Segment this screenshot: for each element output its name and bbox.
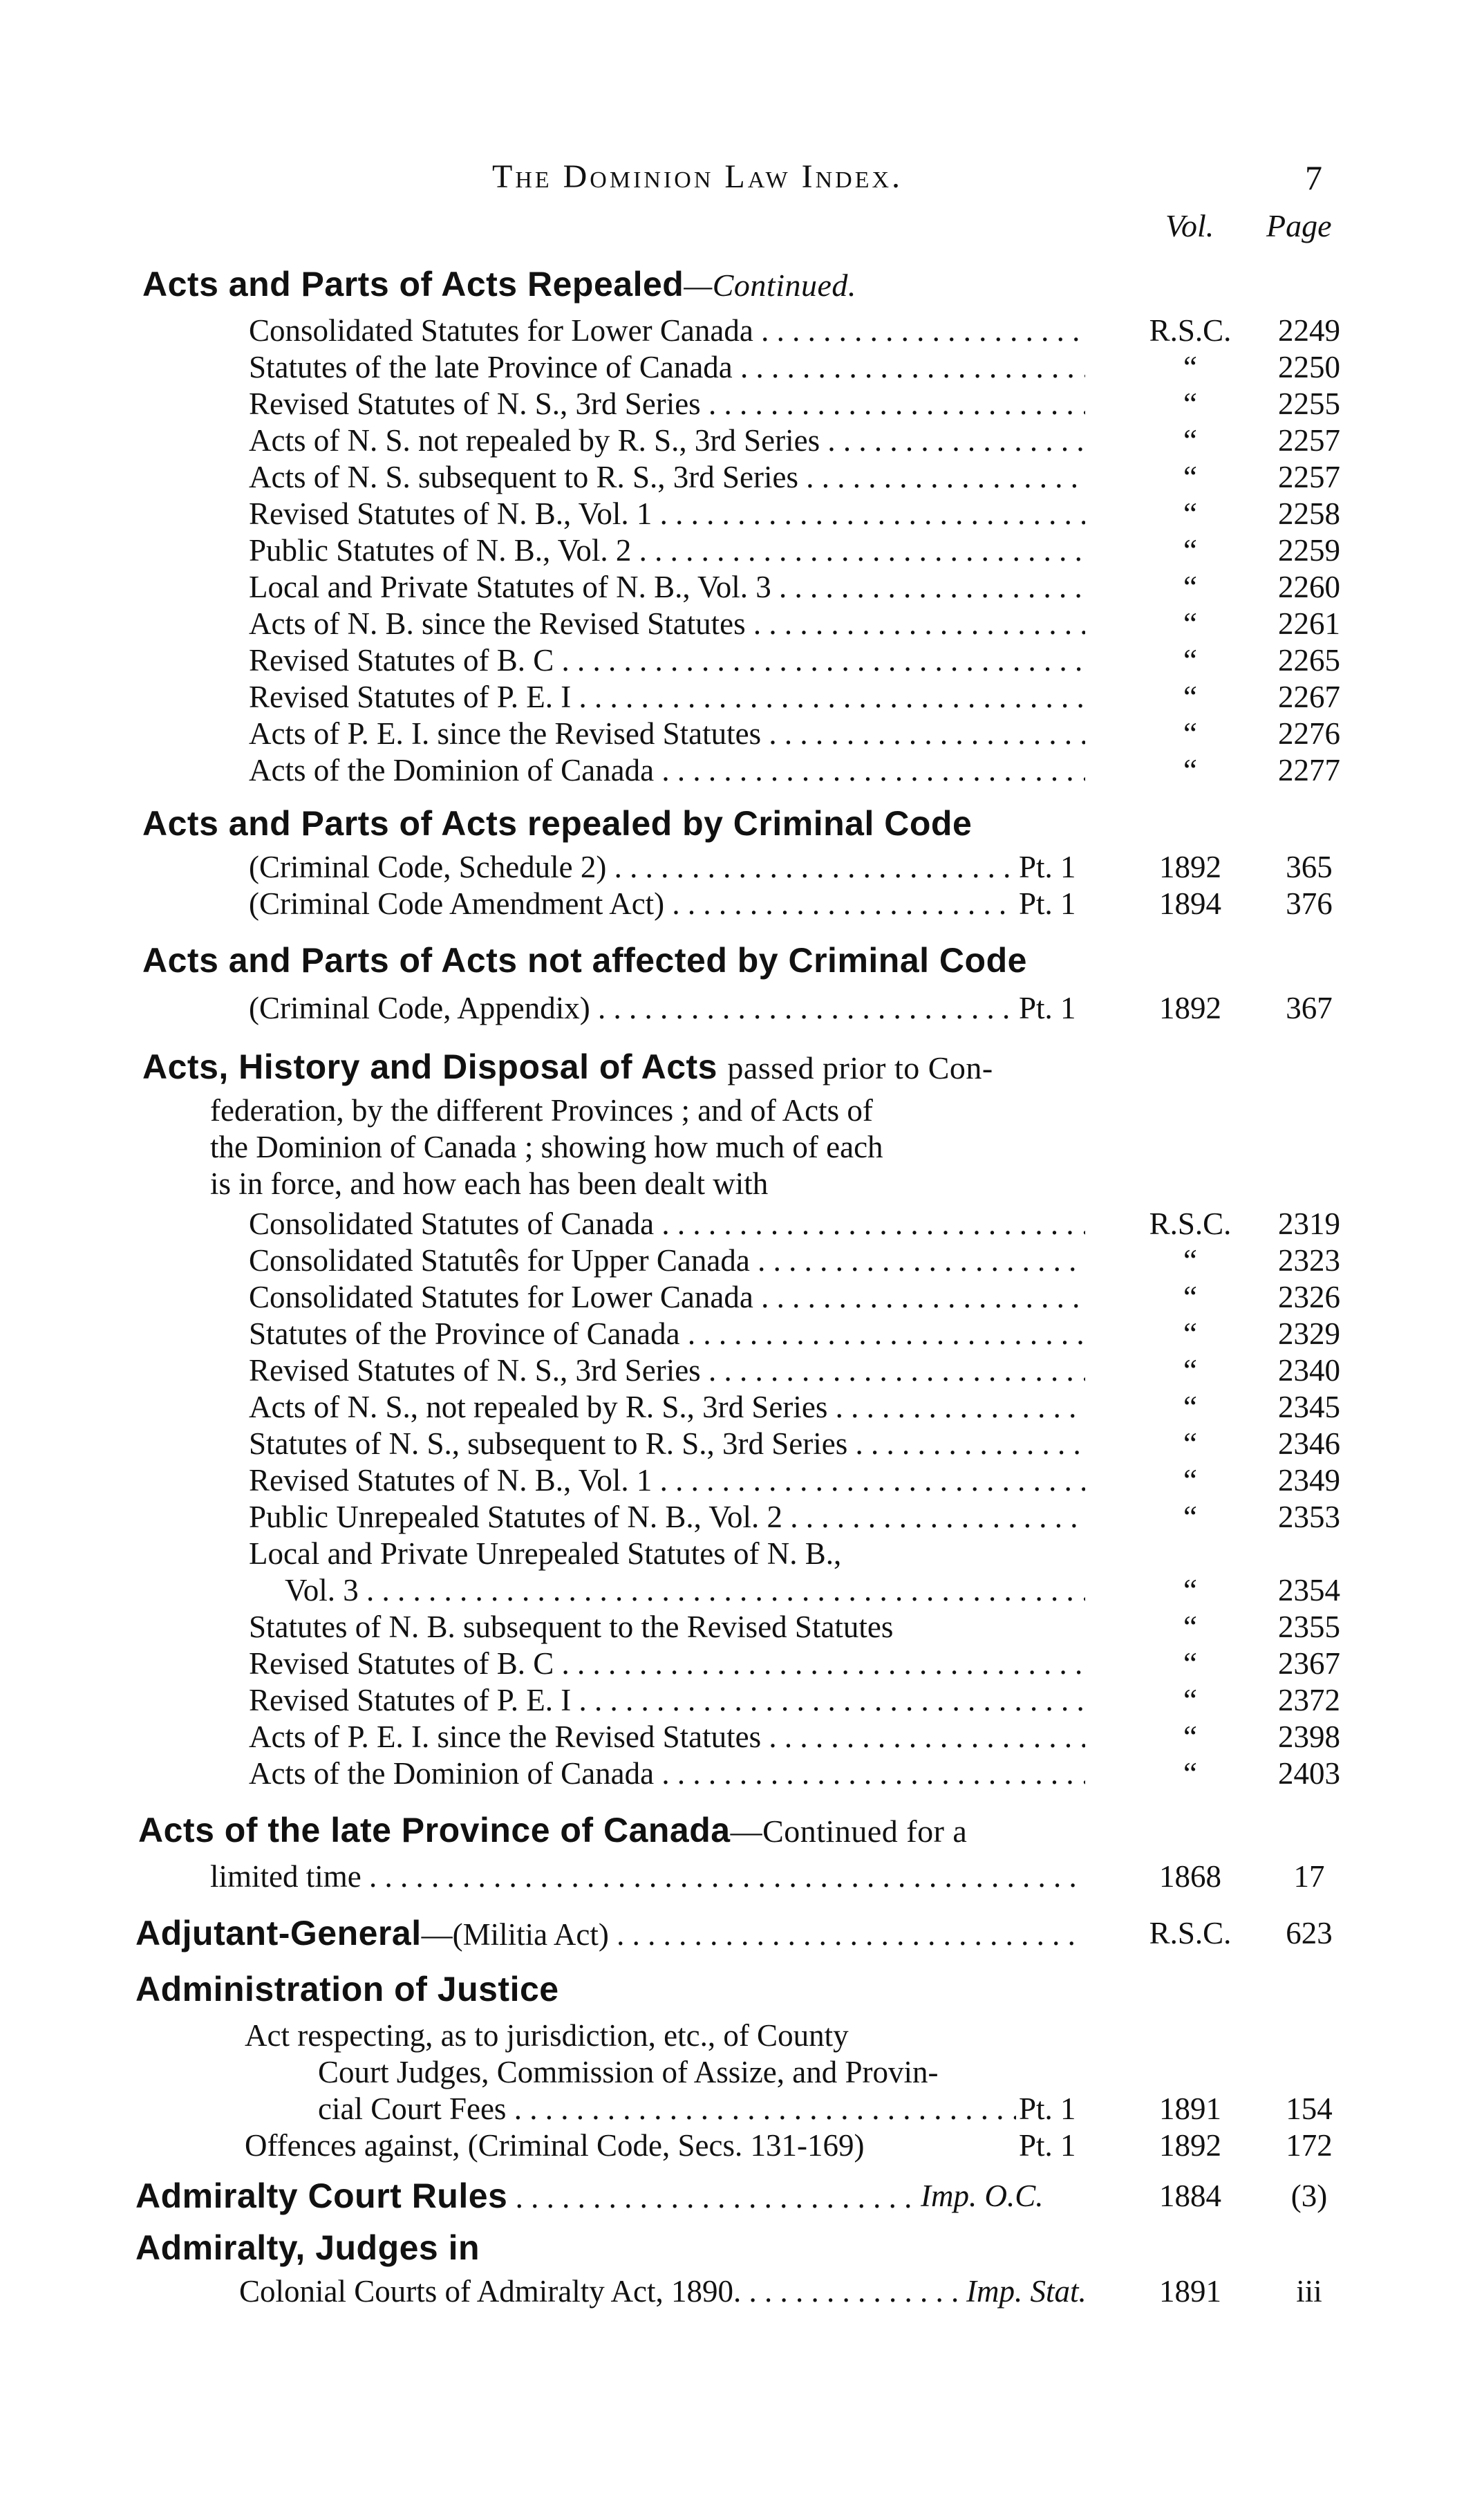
entry-page: 154 (1286, 2091, 1333, 2126)
entry-vol: “ (1183, 680, 1197, 714)
entry-text: Revised Statutes of P. E. I . . . (249, 1682, 1085, 1719)
entry-vol: “ (1183, 1500, 1197, 1534)
entry-part: Pt. 1 (1019, 991, 1076, 1025)
entry-page: 2250 (1278, 350, 1340, 384)
entry-vol: “ (1183, 1719, 1197, 1754)
entry-text: limited time . . . (210, 1858, 1085, 1895)
entry-vol: “ (1183, 1243, 1197, 1278)
entry-page: 2326 (1278, 1280, 1340, 1314)
entry-text-line: Court Judges, Commission of Assize, and Provin- (318, 2055, 939, 2089)
entry-text: Consolidated Statutes of Canada . . . (249, 1206, 1085, 1242)
entry-text: Acts of N. S. not repealed by R. S., 3rd Series . . . (249, 422, 1085, 459)
entry-page: 2346 (1278, 1426, 1340, 1461)
entry-page: 2354 (1278, 1573, 1340, 1607)
continued-label: —Continued. (684, 268, 856, 303)
heading-text: Acts and Parts of Acts repealed by Criminal Code (142, 804, 973, 843)
entry-vol: “ (1183, 496, 1197, 531)
entry-page: 2329 (1278, 1316, 1340, 1351)
entry-text: Local and Private Statutes of N. B., Vol. 3 . . . (249, 569, 1085, 606)
entry-text: Statutes of the Province of Canada . . . (249, 1316, 1085, 1352)
heading-text: Adjutant-General (135, 1915, 422, 1952)
entry-page: 2323 (1278, 1243, 1340, 1278)
entry-page: 367 (1286, 991, 1333, 1025)
entry-vol: “ (1183, 1756, 1197, 1791)
entry-vol: “ (1183, 1353, 1197, 1388)
entry-text: Acts of the Dominion of Canada . . . (249, 1755, 1085, 1792)
entry-text: Revised Statutes of N. S., 3rd Series . . . (249, 1352, 1085, 1389)
entry-vol: 1868 (1159, 1859, 1221, 1894)
entry-vol: “ (1183, 1390, 1197, 1424)
entry-text (135, 2178, 912, 2216)
heading-text: Acts and Parts of Acts Repealed (142, 265, 684, 304)
entry-page: 2398 (1278, 1719, 1340, 1754)
entry-vol: 1892 (1159, 991, 1221, 1025)
entry-vol: 1894 (1159, 886, 1221, 921)
entry-page: 2249 (1278, 313, 1340, 348)
description-line: federation, by the different Provinces ; and of Acts of (210, 1093, 873, 1128)
entry-text: Revised Statutes of N. B., Vol. 1 . . . (249, 496, 1085, 532)
entry-text: Public Statutes of N. B., Vol. 2 . . . (249, 532, 1085, 569)
entry-part: Pt. 1 (1019, 2128, 1076, 2163)
heading-text: Admiralty, Judges in (135, 2228, 480, 2267)
section-heading (142, 940, 1027, 980)
heading-description: passed prior to Con- (727, 1050, 993, 1085)
entry-text: (Criminal Code, Appendix) . . . (249, 990, 1016, 1027)
entry-vol: “ (1183, 1426, 1197, 1461)
entry-page: 2255 (1278, 386, 1340, 421)
entry-page: 2261 (1278, 606, 1340, 641)
section-heading (142, 1047, 993, 1087)
entry-page: 2345 (1278, 1390, 1340, 1424)
entry-text: Revised Statutes of B. C . . . (249, 642, 1085, 679)
section-heading (142, 803, 972, 843)
entry-page: 2277 (1278, 753, 1340, 787)
entry-text: Consolidated Statutes for Lower Canada . . . (249, 1279, 1085, 1316)
entry-vol: 1892 (1159, 850, 1221, 884)
page-number: 7 (1305, 158, 1322, 197)
entry-vol: 1891 (1159, 2091, 1221, 2126)
entry-vol: “ (1183, 1683, 1197, 1717)
entry-vol: 1891 (1159, 2274, 1221, 2309)
entry-text: Offences against, (Criminal Code, Secs. 131-169) (245, 2128, 865, 2163)
entry-vol: “ (1183, 1316, 1197, 1351)
entry-vol: “ (1183, 350, 1197, 384)
description-line: is in force, and how each has been dealt with (210, 1166, 769, 1201)
entry-page: 17 (1293, 1859, 1325, 1894)
section-heading (142, 264, 856, 304)
entry-text: Acts of P. E. I. since the Revised Statutes . . . (249, 716, 1085, 752)
entry-page: iii (1296, 2274, 1322, 2309)
entry-vol: 1892 (1159, 2128, 1221, 2163)
heading-text: Administration of Justice (135, 1970, 559, 2008)
section-heading (135, 2228, 480, 2268)
entry-vol: “ (1183, 1280, 1197, 1314)
entry-text: Revised Statutes of N. B., Vol. 1 . . . (249, 1462, 1085, 1499)
entry-vol: “ (1183, 716, 1197, 751)
entry-text: Vol. 3 . . . (285, 1572, 1085, 1609)
entry-part: Pt. 1 (1019, 2091, 1076, 2126)
entry-page: 2258 (1278, 496, 1340, 531)
entry-vol: R.S.C. (1149, 1916, 1232, 1950)
heading-text: Acts of the late Province of Canada (138, 1811, 731, 1849)
heading-description: —Continued for a (730, 1814, 968, 1849)
page-column-head: Page (1266, 208, 1332, 243)
entry-text: Colonial Courts of Admiralty Act, 1890. . . . (239, 2273, 961, 2310)
heading-text: Acts, History and Disposal of Acts (142, 1047, 717, 1086)
entry-vol: 1884 (1159, 2179, 1221, 2213)
entry-page: 365 (1286, 850, 1333, 884)
entry-text: Consolidated Statutês for Upper Canada . . . (249, 1242, 1085, 1279)
entry-part: Pt. 1 (1019, 886, 1076, 921)
entry-page: 2265 (1278, 643, 1340, 678)
entry-page: 2257 (1278, 423, 1340, 458)
entry-page: 2353 (1278, 1500, 1340, 1534)
entry-part: Pt. 1 (1019, 850, 1076, 884)
entry-text: Acts of the Dominion of Canada . . . (249, 752, 1085, 789)
entry-page: 2340 (1278, 1353, 1340, 1388)
entry-vol: “ (1183, 423, 1197, 458)
entry-text: Revised Statutes of P. E. I . . . (249, 679, 1085, 716)
entry-text-line: Local and Private Unrepealed Statutes of N. B., (249, 1536, 842, 1571)
running-head (0, 158, 1484, 199)
entry-page: 2372 (1278, 1683, 1340, 1717)
entry-vol: “ (1183, 386, 1197, 421)
entry-page: 2259 (1278, 533, 1340, 568)
entry-page: 2260 (1278, 570, 1340, 604)
entry-text: (Criminal Code Amendment Act) . . . (249, 886, 1016, 922)
entry-page: 376 (1286, 886, 1333, 921)
entry-vol: “ (1183, 1610, 1197, 1644)
entry-vol: “ (1183, 1646, 1197, 1681)
entry-page: 2349 (1278, 1463, 1340, 1498)
entry-text: cial Court Fees . . . (318, 2091, 1016, 2127)
entry-page: (3) (1290, 2179, 1328, 2213)
entry-vol: “ (1183, 1463, 1197, 1498)
entry-part: Imp. Stat. (966, 2274, 1087, 2309)
entry-vol: “ (1183, 460, 1197, 494)
entry-text: Statutes of N. S., subsequent to R. S., 3rd Series . . . (249, 1426, 1085, 1462)
entry-text: Public Unrepealed Statutes of N. B., Vol. 2 . . . (249, 1499, 1085, 1536)
entry-text: Statutes of the late Province of Canada . . . (249, 349, 1085, 386)
entry-text: Consolidated Statutes for Lower Canada . . . (249, 313, 1085, 349)
entry-text: Statutes of N. B. subsequent to the Revised Statutes (249, 1610, 894, 1644)
entry-page: 2355 (1278, 1610, 1340, 1644)
entry-text: Acts of N. S. subsequent to R. S., 3rd Series . . . (249, 459, 1085, 496)
entry-vol: R.S.C. (1149, 313, 1232, 348)
entry-page: 2367 (1278, 1646, 1340, 1681)
heading-text: Admiralty Court Rules (135, 2178, 508, 2215)
heading-description: —(Militia Act) (421, 1917, 609, 1952)
entry-vol: “ (1183, 1573, 1197, 1607)
entry-vol: “ (1183, 606, 1197, 641)
entry-vol: “ (1183, 753, 1197, 787)
entry-text: (Criminal Code, Schedule 2) . . . (249, 849, 1016, 886)
vol-column-head: Vol. (1165, 208, 1214, 243)
entry-page: 2403 (1278, 1756, 1340, 1791)
entry-part: Imp. O.C. (921, 2179, 1044, 2213)
entry-page: 2267 (1278, 680, 1340, 714)
section-heading (135, 1969, 559, 2009)
entry-vol: “ (1183, 643, 1197, 678)
entry-vol: R.S.C. (1149, 1206, 1232, 1241)
section-heading (138, 1810, 967, 1850)
entry-text: Acts of N. S., not repealed by R. S., 3rd Series . . . (249, 1389, 1085, 1426)
entry-page: 623 (1286, 1916, 1333, 1950)
entry-page: 172 (1286, 2128, 1333, 2163)
description-line: the Dominion of Canada ; showing how much of each (210, 1130, 883, 1164)
entry-text: Revised Statutes of B. C . . . (249, 1646, 1085, 1682)
entry-vol: “ (1183, 533, 1197, 568)
entry-text (135, 1915, 1085, 1953)
heading-text: Acts and Parts of Acts not affected by Criminal Code (142, 941, 1027, 980)
running-head-title: The Dominion Law Index. (492, 158, 903, 195)
entry-page: 2257 (1278, 460, 1340, 494)
entry-vol: “ (1183, 570, 1197, 604)
entry-text: Revised Statutes of N. S., 3rd Series . . . (249, 386, 1085, 422)
entry-text-line: Act respecting, as to jurisdiction, etc., of County (245, 2018, 849, 2053)
entry-text: Acts of N. B. since the Revised Statutes . . . (249, 606, 1085, 642)
entry-text: Acts of P. E. I. since the Revised Statutes . . . (249, 1719, 1085, 1755)
entry-page: 2276 (1278, 716, 1340, 751)
entry-page: 2319 (1278, 1206, 1340, 1241)
